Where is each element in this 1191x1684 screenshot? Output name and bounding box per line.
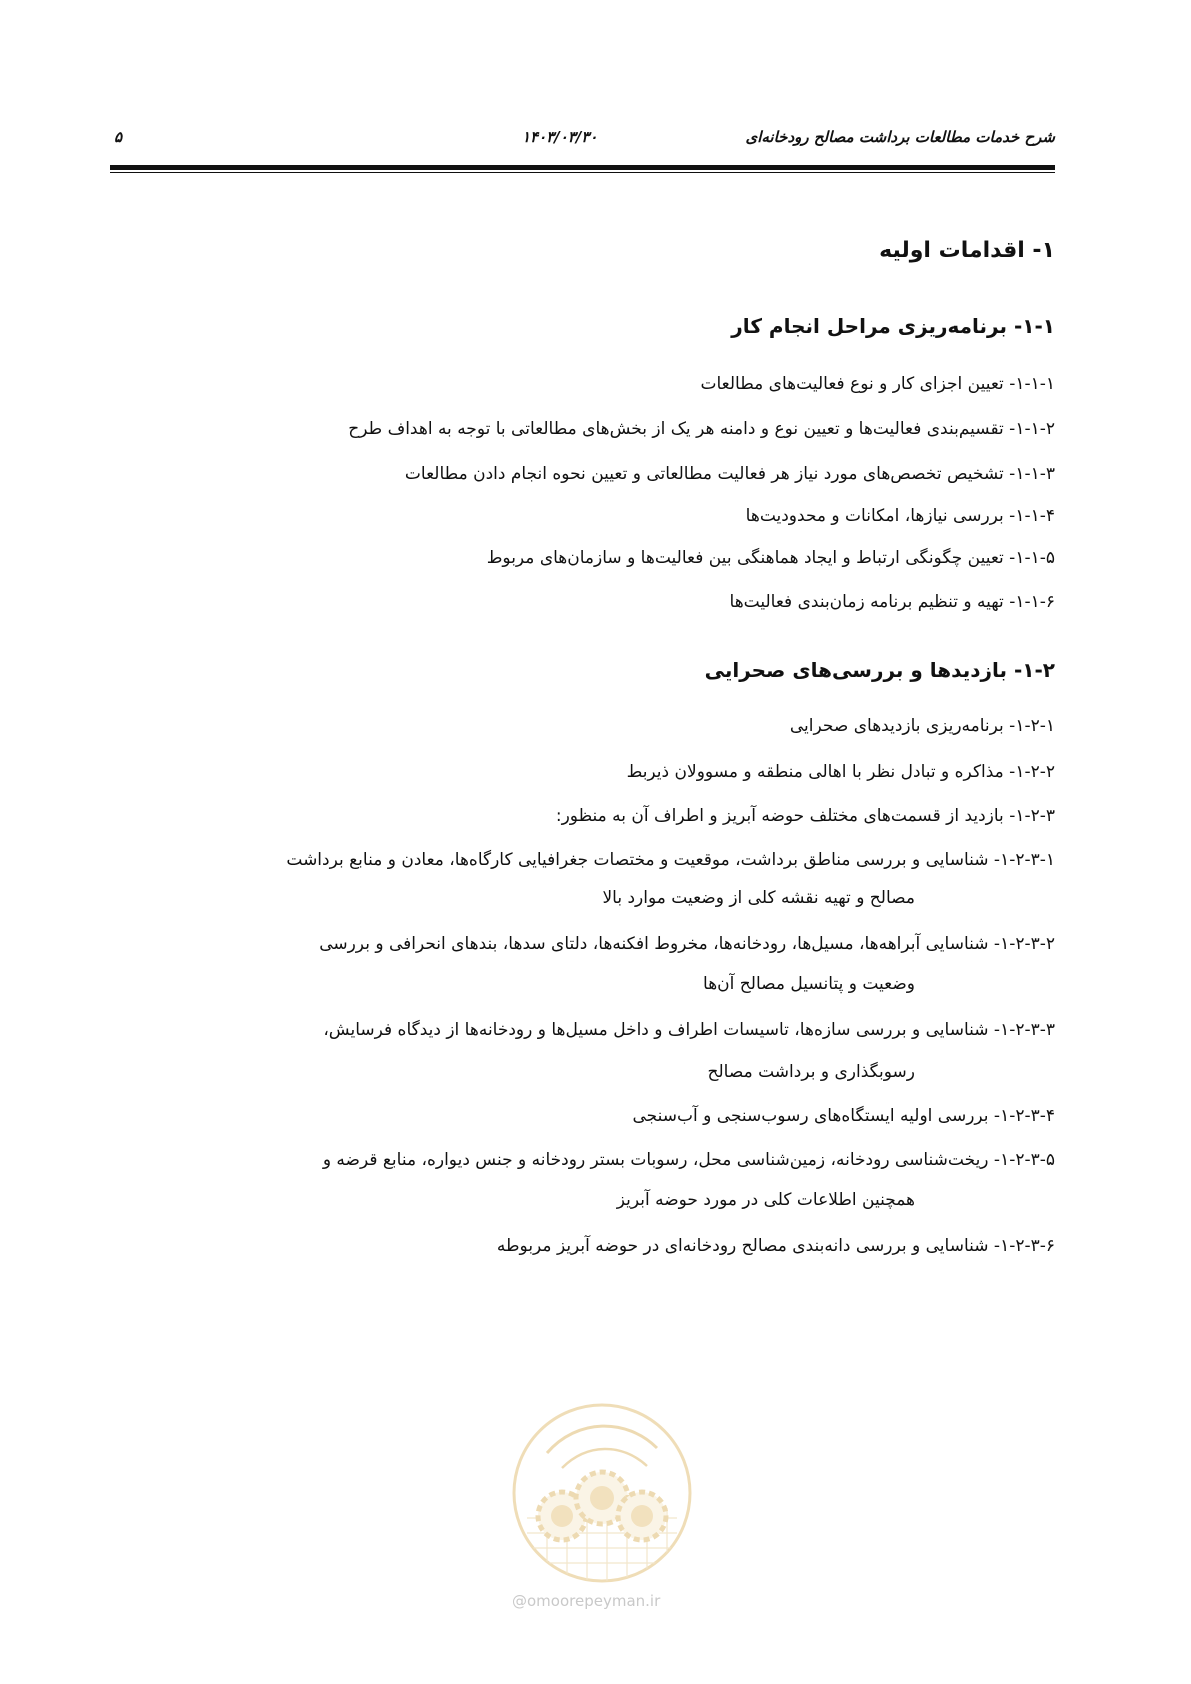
page-header: [110, 128, 1055, 158]
list-item: ۱-۱-۳- تشخیص تخصص‌های مورد نیاز هر فعالیت مطالعاتی و تعیین نحوه انجام دادن مطالعات: [404, 464, 1055, 484]
subitem-line: ۱-۲-۳-۳- شناسایی و بررسی سازه‌ها، تاسیسات اطراف و داخل مسیل‌ها و رودخانه‌ها از دیدگاه فرسایش،: [323, 1020, 1055, 1040]
subitem-continuation: رسوبگذاری و برداشت مصالح: [707, 1062, 915, 1082]
subitem-line: ۱-۲-۳-۴- بررسی اولیه ایستگاه‌های رسوب‌سنجی و آب‌سنجی: [632, 1106, 1055, 1126]
list-item: ۱-۲-۳- بازدید از قسمت‌های مختلف حوضه آبریز و اطراف آن به منظور:: [555, 806, 1055, 826]
watermark-logo: [507, 1398, 697, 1588]
list-item: ۱-۲-۲- مذاکره و تبادل نظر با اهالی منطقه و مسوولان ذیربط: [626, 762, 1055, 782]
header-date: ۱۴۰۳/۰۳/۳۰: [522, 128, 598, 146]
section-heading-1-2: ۱-۲- بازدیدها و بررسی‌های صحرایی: [704, 658, 1055, 682]
section-heading-1-1: ۱-۱- برنامه‌ریزی مراحل انجام کار: [731, 314, 1055, 338]
subitem-continuation: مصالح و تهیه نقشه کلی از وضعیت موارد بالا: [602, 888, 915, 908]
page-number: ۵: [114, 128, 123, 146]
list-item: ۱-۱-۱- تعیین اجزای کار و نوع فعالیت‌های مطالعات: [700, 374, 1055, 394]
section-heading-1: ۱- اقدامات اولیه: [879, 238, 1055, 263]
subitem-line: ۱-۲-۳-۶- شناسایی و بررسی دانه‌بندی مصالح رودخانه‌ای در حوضه آبریز مربوطه: [496, 1236, 1055, 1256]
subitem-line: ۱-۲-۳-۲- شناسایی آبراهه‌ها، مسیل‌ها، رودخانه‌ها، مخروط افکنه‌ها، دلتای سدها، بندهای انحرافی و بررسی: [319, 934, 1055, 954]
list-item: ۱-۲-۱- برنامه‌ریزی بازدیدهای صحرایی: [789, 716, 1055, 736]
list-item: ۱-۱-۵- تعیین چگونگی ارتباط و ایجاد هماهنگی بین فعالیت‌ها و سازمان‌های مربوط: [486, 548, 1055, 568]
watermark-url: @omoorepeyman.ir: [512, 1592, 661, 1610]
header-rule-thin: [110, 172, 1055, 173]
list-item: ۱-۱-۲- تقسیم‌بندی فعالیت‌ها و تعیین نوع و دامنه هر یک از بخش‌های مطالعاتی با توجه به اهداف طرح: [348, 419, 1055, 439]
list-item: ۱-۱-۴- بررسی نیازها، امکانات و محدودیت‌ها: [745, 506, 1055, 526]
list-item: ۱-۱-۶- تهیه و تنظیم برنامه زمان‌بندی فعالیت‌ها: [729, 592, 1055, 612]
subitem-line: ۱-۲-۳-۵- ریخت‌شناسی رودخانه، زمین‌شناسی محل، رسوبات بستر رودخانه و جنس دیواره، منابع قرضه و: [322, 1150, 1055, 1170]
header-title: شرح خدمات مطالعات برداشت مصالح رودخانه‌ای: [745, 128, 1055, 146]
subitem-continuation: وضعیت و پتانسیل مصالح آن‌ها: [703, 974, 915, 994]
subitem-line: ۱-۲-۳-۱- شناسایی و بررسی مناطق برداشت، موقعیت و مختصات جغرافیایی کارگاه‌ها، معادن و منابع برداشت: [286, 850, 1055, 870]
header-rule-thick: [110, 165, 1055, 170]
subitem-continuation: همچنین اطلاعات کلی در مورد حوضه آبریز: [616, 1190, 915, 1210]
